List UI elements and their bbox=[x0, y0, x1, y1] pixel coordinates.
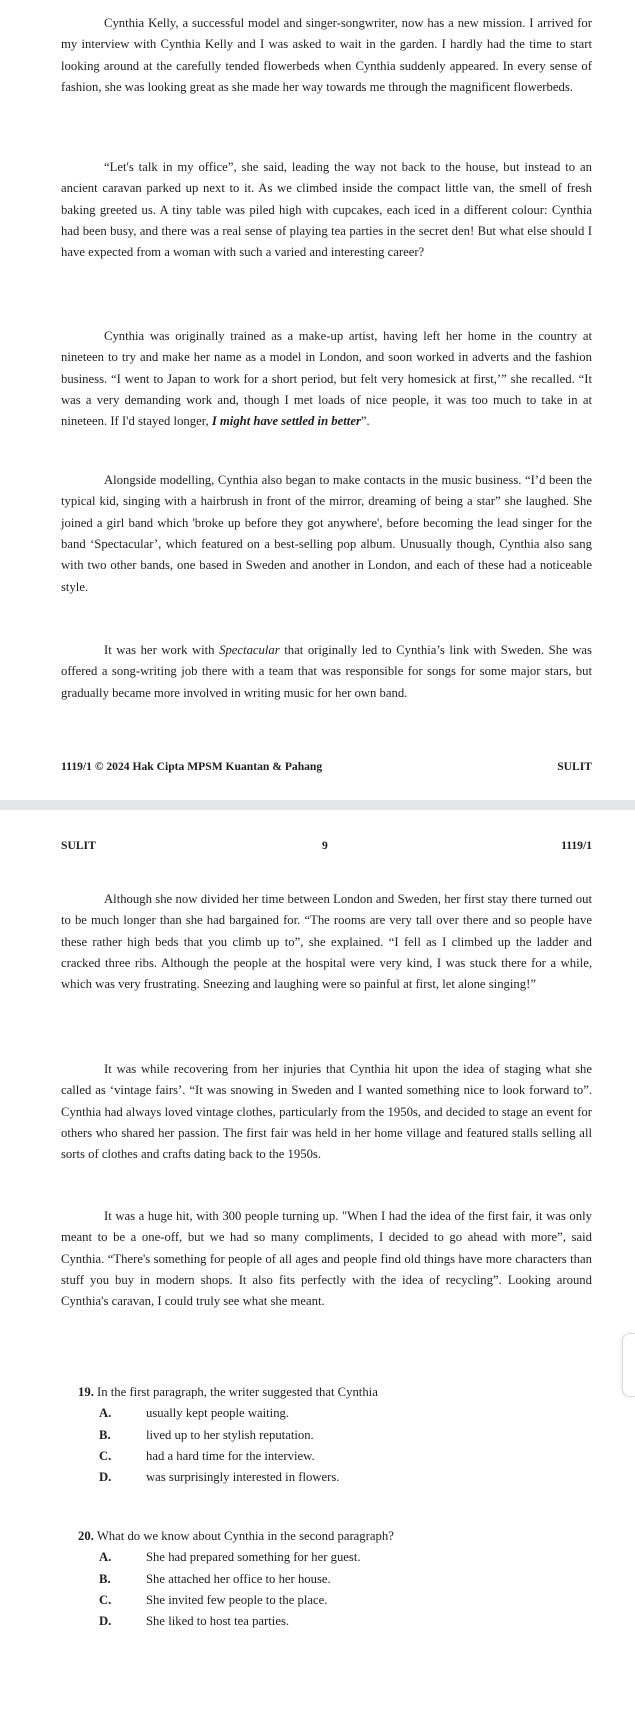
paragraph-2: “Let's talk in my office”, she said, leading the way not back to the house, but instead to an ancient caravan parked up next to it. As we climbed inside the compact little van, the smell of fresh baking greeted us. A tiny table was piled high with cupcakes, each iced in a different colour: Cynthia had been busy, and there was a real sense of playing tea parties in the secret den! But what else should I have expected from a woman with such a varied and interesting career? bbox=[61, 160, 592, 260]
question-19-option-c[interactable]: C. had a hard time for the interview. bbox=[99, 1449, 315, 1464]
header-sulit: SULIT bbox=[61, 839, 96, 852]
question-19-text: In the first paragraph, the writer suggested that Cynthia bbox=[97, 1385, 378, 1399]
paragraph-5 bbox=[61, 640, 592, 704]
paragraph-5-start: It was her work with bbox=[104, 643, 220, 657]
question-20-number: 20. bbox=[78, 1529, 94, 1543]
paragraph-1: Cynthia Kelly, a successful model and singer-songwriter, now has a new mission. I arrived for my interview with Cynthia Kelly and I was asked to wait in the garden. I hardly had the time to start looking around at the carefully tended flowerbeds when Cynthia suddenly appeared. In every sense of fashion, she was looking great as she made her way towards me through the magnificent flowerbeds. bbox=[61, 16, 592, 95]
paragraph-3-emphasis: I might have settled in better bbox=[211, 414, 361, 429]
footer-copyright: 1119/1 © 2024 Hak Cipta MPSM Kuantan & Pahang bbox=[61, 760, 323, 773]
paragraph-5-band-name: Spectacular bbox=[219, 643, 280, 657]
question-20-option-d[interactable]: D. She liked to host tea parties. bbox=[99, 1614, 290, 1629]
paragraph-4: Alongside modelling, Cynthia also began to make contacts in the music business. “I’d been the typical kid, singing with a hairbrush in front of the mirror, dreaming of being a star” she laughed. She joined a girl band which 'broke up before they got anywhere', before becoming the lead singer for the band ‘Spectacular’, which featured on a best-selling pop album. Unusually though, Cynthia also sang with two other bands, one based in Sweden and another in London, and each of these had a noticeable style. bbox=[61, 473, 592, 594]
question-20-option-b[interactable]: B. She attached her office to her house. bbox=[99, 1571, 331, 1586]
question-19-stem bbox=[78, 1382, 598, 1403]
paragraph-3 bbox=[61, 326, 592, 433]
paragraph-3-text: Cynthia was originally trained as a make-up artist, having left her home in the country at nineteen to try and make her name as a model in London, and soon worked in adverts and the fashion business. “I went to Japan to work for a short period, but felt very homesick at first,’” she recalled. “It was a very demanding work and, though I met loads of nice people, it was too much to take in at nineteen. If I'd stayed longer, bbox=[61, 329, 592, 429]
footer-sulit: SULIT bbox=[557, 760, 592, 773]
header-paper-code: 1119/1 bbox=[561, 839, 592, 852]
paragraph-3-end: ”. bbox=[360, 414, 370, 429]
paragraph-8: It was a huge hit, with 300 people turning up. "When I had the idea of the first fair, it was only meant to be a one-off, but we had so many compliments, I decided to go ahead with more”, said Cynthia. “There's something for people of all ages and people find old things have more characters than stuff you buy in modern shops. It also fits perfectly with the idea of recycling”. Looking around Cynthia's caravan, I could truly see what she meant. bbox=[61, 1209, 592, 1309]
question-19-number: 19. bbox=[78, 1385, 94, 1399]
question-19-option-b[interactable]: B. lived up to her stylish reputation. bbox=[99, 1427, 314, 1442]
paragraph-6: Although she now divided her time between London and Sweden, her first stay there turned out to be much longer than she had bargained for. “The rooms are very tall over there and so people have these rather high beds that you climb up to”, she explained. “I fell as I climbed up the ladder and cracked three ribs. Although the people at the hospital were very kind, I was stuck there for a while, which was very frustrating. Sneezing and laughing were so painful at first, let alone singing!” bbox=[61, 892, 592, 992]
question-20 bbox=[78, 1526, 598, 1633]
page-2 bbox=[0, 810, 635, 1718]
header-page-number: 9 bbox=[322, 839, 328, 852]
paragraph-5-end: that originally led to Cynthia’s link with Sweden. She was offered a song-writing job there with a team that was responsible for songs for some major stars, but gradually became more involved in writing music for her own band. bbox=[61, 643, 592, 700]
question-19 bbox=[78, 1382, 598, 1489]
question-19-option-a[interactable]: A. usually kept people waiting. bbox=[99, 1406, 290, 1421]
question-19-option-d[interactable]: D. was surprisingly interested in flowers. bbox=[99, 1470, 340, 1485]
side-scroll-handle[interactable] bbox=[622, 1333, 635, 1397]
question-20-option-c[interactable]: C. She invited few people to the place. bbox=[99, 1593, 328, 1608]
question-20-stem bbox=[78, 1526, 598, 1547]
paragraph-7: It was while recovering from her injuries that Cynthia hit upon the idea of staging what she called as ‘vintage fairs’. “It was snowing in Sweden and I wanted something nice to look forward to”. Cynthia had always loved vintage clothes, particularly from the 1950s, and decided to stage an event for others who shared her passion. The first fair was held in her home village and featured stalls selling all sorts of clothes and crafts dating back to the 1950s. bbox=[61, 1062, 592, 1162]
question-20-option-a[interactable]: A. She had prepared something for her guest. bbox=[99, 1550, 361, 1565]
question-20-text: What do we know about Cynthia in the second paragraph? bbox=[96, 1529, 394, 1543]
page-1 bbox=[0, 0, 635, 800]
